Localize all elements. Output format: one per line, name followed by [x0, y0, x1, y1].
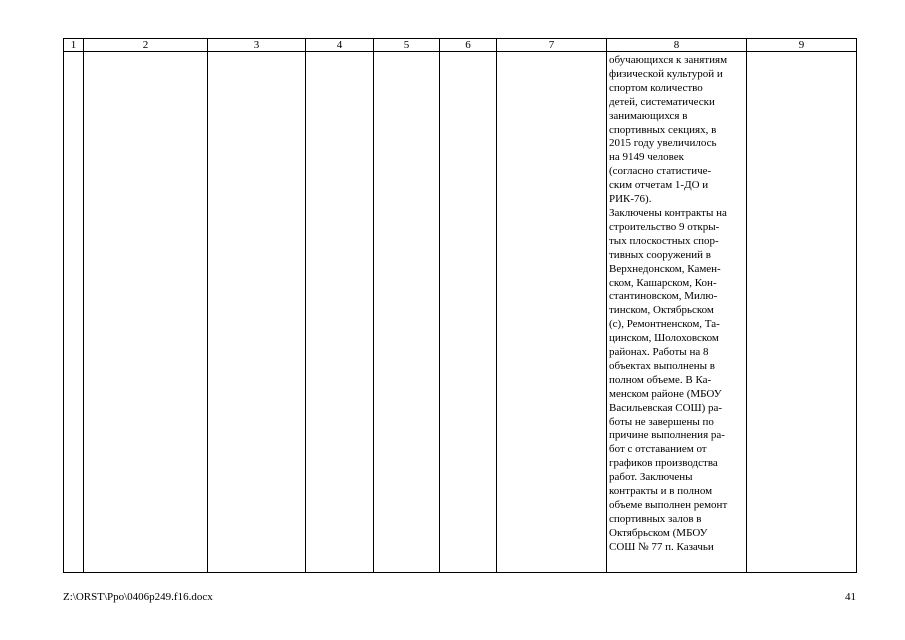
text-line: 2015 году увеличилось	[609, 137, 717, 150]
text-line: спортом количество	[609, 81, 703, 94]
table-header-row	[64, 39, 857, 52]
text-line: обучающихся к занятиям	[609, 54, 728, 66]
text-line: строительство 9 откры-	[609, 220, 720, 233]
text-line: тивных сооружений в	[609, 248, 711, 261]
text-line: ском, Кашарском, Кон-	[609, 276, 717, 289]
text-line: менском районе (МБОУ	[609, 387, 722, 400]
text-line: графиков производства	[609, 457, 718, 470]
table-cell	[84, 52, 208, 573]
text-line: цинском, Шолоховском	[609, 332, 719, 345]
table-cell	[747, 52, 857, 573]
footer-page-number: 41	[845, 591, 856, 603]
text-line: контракты и в полном	[609, 485, 713, 498]
footer-file-path: Z:\ORST\Ppo\0406p249.f16.docx	[63, 591, 213, 603]
column-header: 2	[84, 39, 208, 52]
text-line: спортивных секциях, в	[609, 123, 717, 136]
table-cell-col8	[607, 52, 747, 573]
column-header: 1	[64, 39, 84, 52]
text-line: РИК-76).	[609, 193, 652, 206]
column-header: 3	[208, 39, 306, 52]
table-cell	[64, 52, 84, 573]
col8-text	[607, 52, 746, 555]
table-cell	[497, 52, 607, 573]
text-line: (согласно статистиче-	[609, 165, 712, 178]
table-row	[64, 52, 857, 573]
text-line: СОШ № 77 п. Казачьи	[609, 540, 714, 553]
text-line: работ. Заключены	[609, 471, 693, 484]
text-line: Верхнедонском, Камен-	[609, 262, 721, 275]
text-line: бот с отставанием от	[609, 443, 707, 456]
text-line: тых плоскостных спор-	[609, 234, 719, 247]
text-line: районах. Работы на 8	[609, 346, 709, 359]
text-line: стантиновском, Милю-	[609, 290, 718, 303]
column-header: 6	[440, 39, 497, 52]
text-line: занимающихся в	[609, 109, 688, 122]
table-cell	[374, 52, 440, 573]
text-line: Заключены контракты на	[609, 206, 727, 219]
column-header: 4	[306, 39, 374, 52]
table-cell	[306, 52, 374, 573]
column-header: 8	[607, 39, 747, 52]
text-line: детей, систематически	[609, 95, 715, 108]
text-line: причине выполнения ра-	[609, 429, 725, 442]
text-line: боты не завершены по	[609, 415, 714, 428]
text-line: объеме выполнен ремонт	[609, 499, 728, 511]
text-line: спортивных залов в	[609, 512, 702, 525]
text-line: физической культурой и	[609, 67, 723, 80]
text-line: Васильевская СОШ) ра-	[609, 401, 723, 414]
column-header: 7	[497, 39, 607, 52]
text-line: (с), Ремонтненском, Та-	[609, 318, 720, 331]
text-line: объектах выполнены в	[609, 359, 715, 372]
table-cell	[440, 52, 497, 573]
text-line: тинском, Октябрьском	[609, 304, 714, 317]
table-cell	[208, 52, 306, 573]
column-header: 9	[747, 39, 857, 52]
text-line: Октябрьском (МБОУ	[609, 526, 708, 539]
text-line: ским отчетам 1-ДО и	[609, 179, 709, 192]
data-table	[63, 38, 857, 573]
text-line: на 9149 человек	[609, 151, 685, 164]
text-line: полном объеме. В Ка-	[609, 373, 712, 386]
column-header: 5	[374, 39, 440, 52]
